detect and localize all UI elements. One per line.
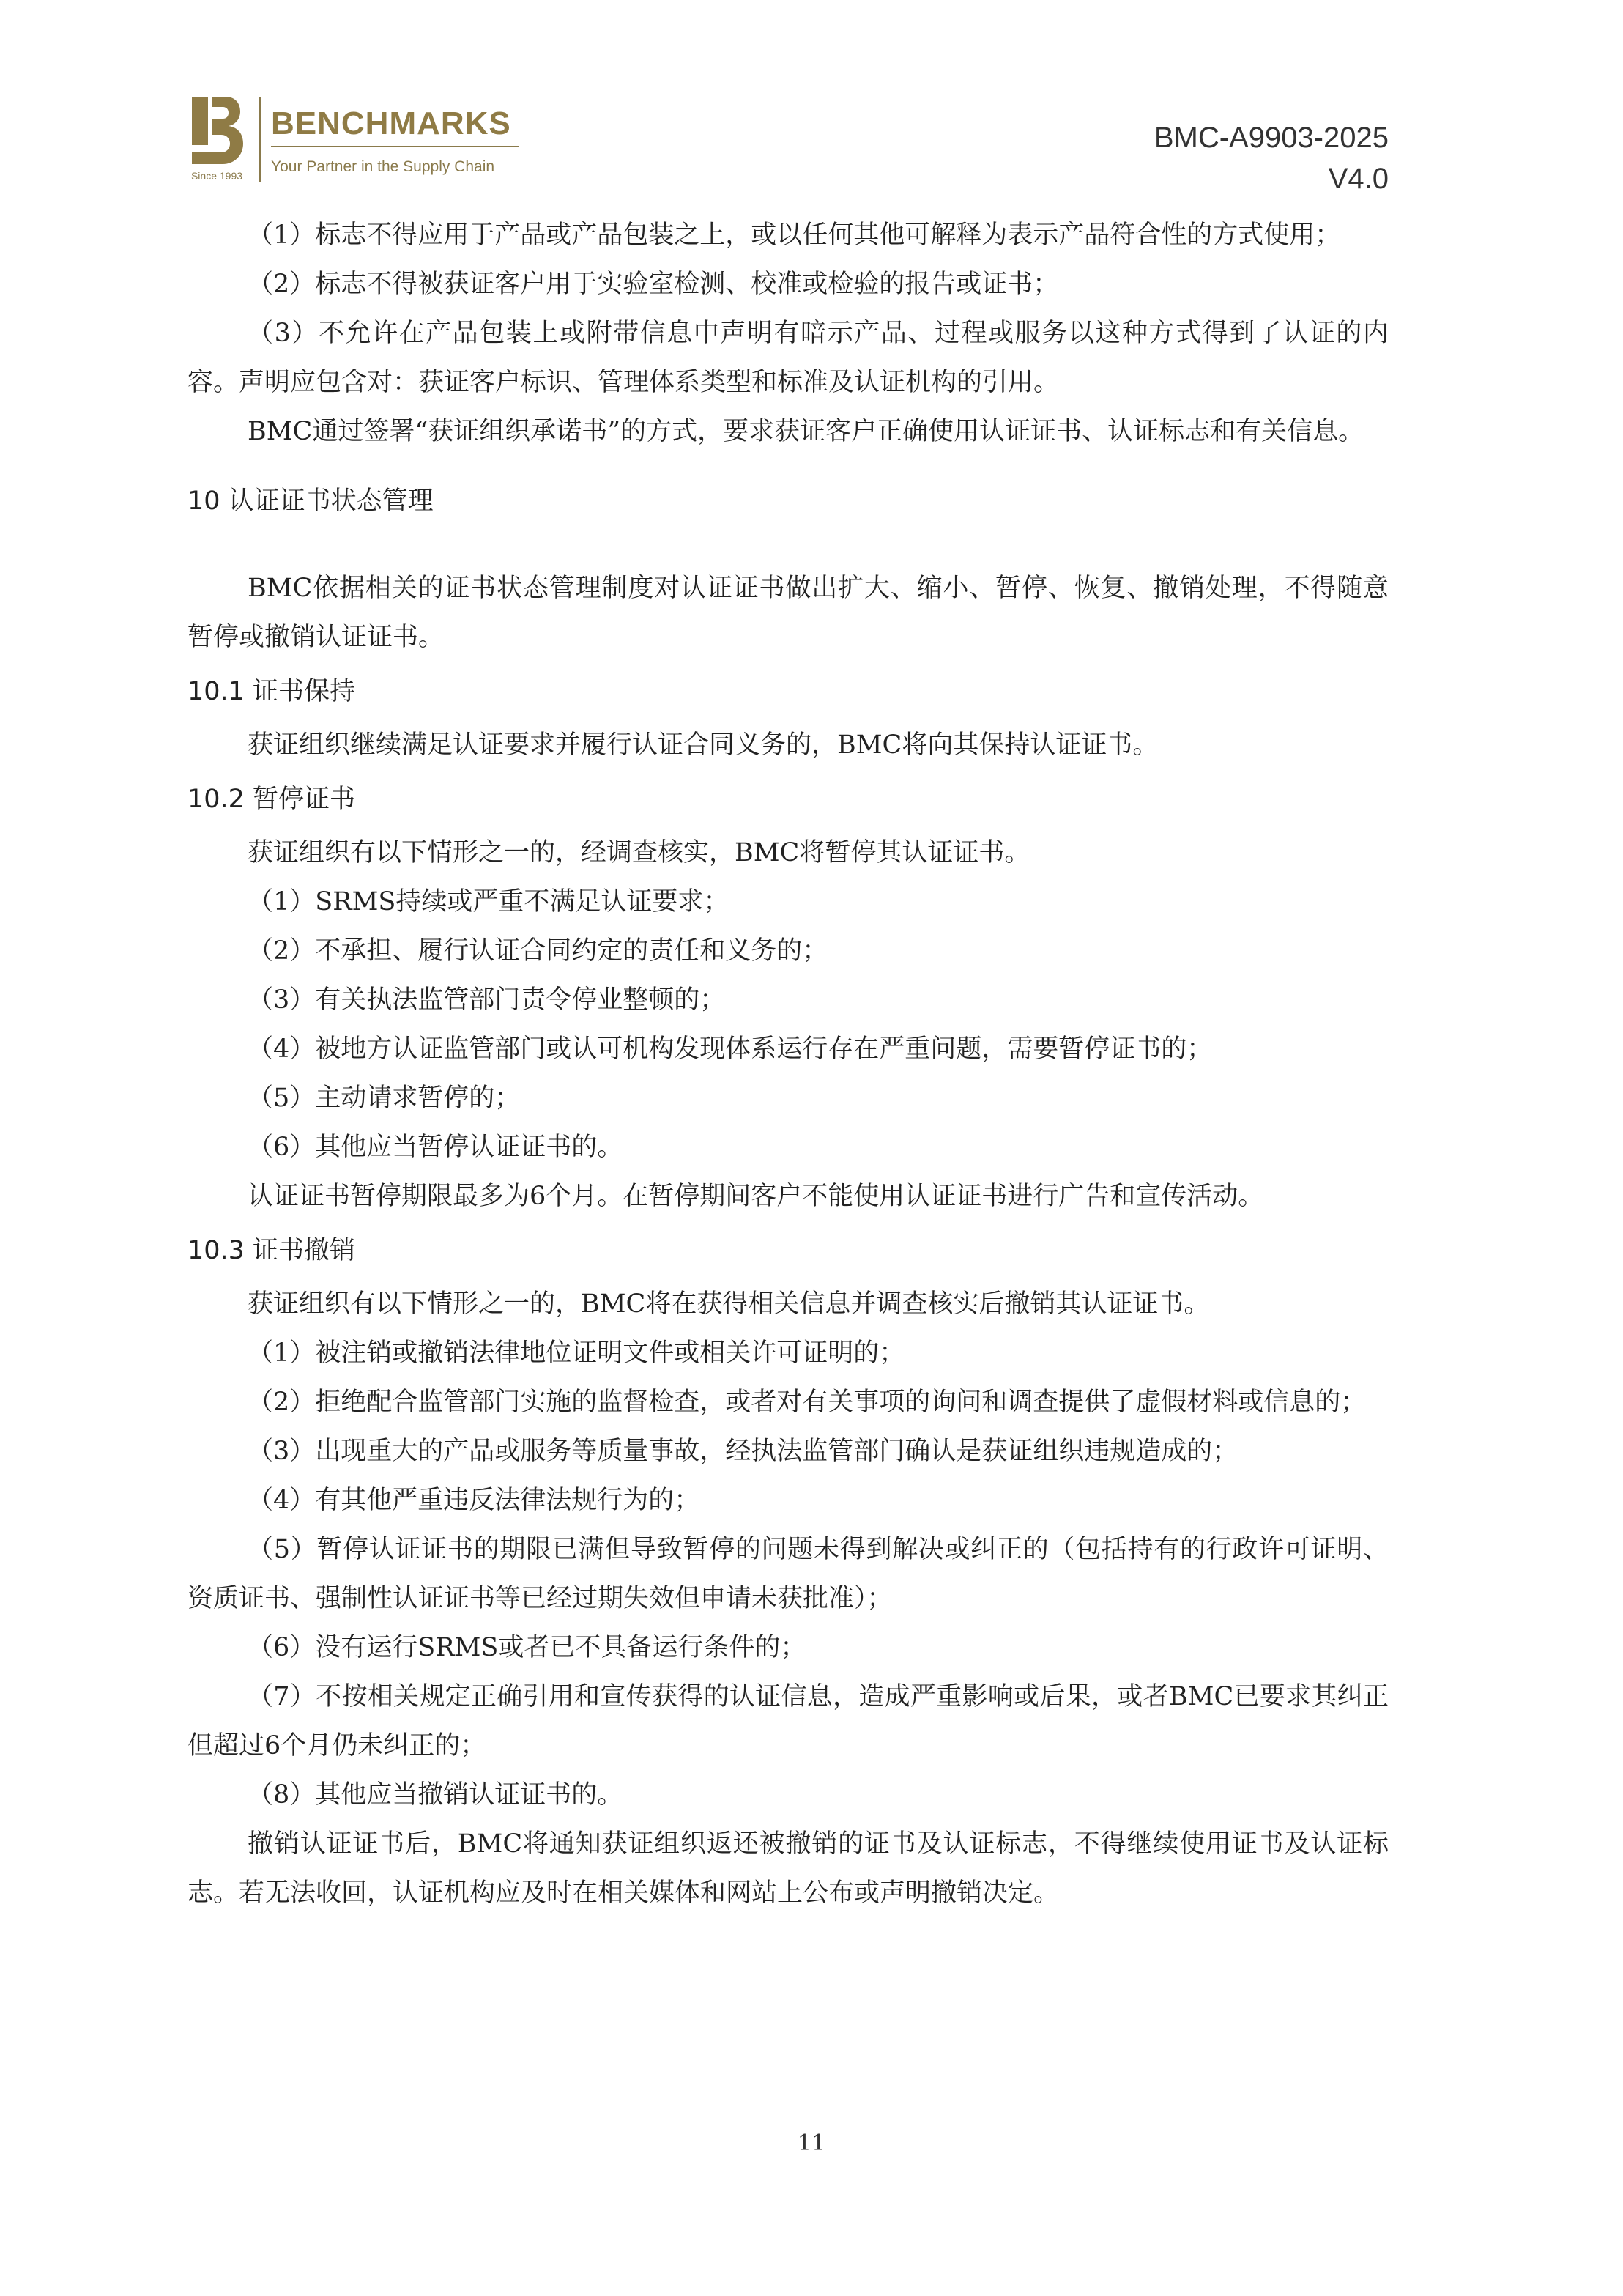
paragraph: （1）标志不得应用于产品或产品包装之上，或以任何其他可解释为表示产品符合性的方式使用； [248, 221, 1341, 250]
list-item: （6）其他应当暂停认证证书的。 [248, 1133, 623, 1162]
list-item: （2）不承担、履行认证合同约定的责任和义务的； [248, 936, 828, 966]
list-item: （4）被地方认证监管部门或认可机构发现体系运行存在严重问题，需要暂停证书的； [248, 1034, 1213, 1064]
list-item: （1）被注销或撤销法律地位证明文件或相关许可证明的； [248, 1338, 905, 1368]
section-heading-10-1: 10.1 证书保持 [187, 677, 356, 706]
benchmarks-logo-mark-icon [187, 94, 246, 167]
brand-tagline: Your Partner in the Supply Chain [271, 158, 495, 175]
paragraph: （3）不允许在产品包装上或附带信息中声明有暗示产品、过程或服务以这种方式得到了认证的内容。声明应包含对：获证客户标识、管理体系类型和标准及认证机构的引用。 [187, 319, 1389, 397]
section-heading-10: 10 认证证书状态管理 [187, 486, 434, 516]
paragraph: BMC通过签署“获证组织承诺书”的方式，要求获证客户正确使用认证证书、认证标志和有关信息。 [248, 417, 1364, 446]
paragraph: （2）标志不得被获证客户用于实验室检测、校准或检验的报告或证书； [248, 270, 1059, 299]
document-code: BMC-A9903-2025 [1154, 122, 1389, 154]
list-item: （1）SRMS持续或严重不满足认证要求； [248, 887, 729, 916]
paragraph: 获证组织继续满足认证要求并履行认证合同义务的，BMC将向其保持认证证书。 [248, 730, 1159, 760]
list-item: （3）出现重大的产品或服务等质量事故，经执法监管部门确认是获证组织违规造成的； [248, 1437, 1238, 1466]
paragraph: 撤销认证证书后，BMC将通知获证组织返还被撤销的证书及认证标志，不得继续使用证书及认证标志。若无法收回，认证机构应及时在相关媒体和网站上公布或声明撤销决定。 [187, 1829, 1389, 1908]
document-version: V4.0 [1328, 163, 1389, 195]
list-item: （5）暂停认证证书的期限已满但导致暂停的问题未得到解决或纠正的（包括持有的行政许可证明、资质证书、强制性认证证书等已经过期失效但申请未获批准）； [187, 1535, 1389, 1613]
list-item: （4）有其他严重违反法律法规行为的； [248, 1486, 700, 1515]
logo-divider [259, 97, 261, 182]
paragraph: BMC依据相关的证书状态管理制度对认证证书做出扩大、缩小、暂停、恢复、撤销处理，不得随意暂停或撤销认证证书。 [187, 574, 1389, 652]
list-item: （8）其他应当撤销认证证书的。 [248, 1780, 623, 1810]
since-year: Since 1993 [190, 170, 243, 182]
page-content [187, 211, 1389, 1918]
section-heading-10-3: 10.3 证书撤销 [187, 1236, 356, 1265]
benchmarks-logo [187, 94, 524, 189]
list-item: （6）没有运行SRMS或者已不具备运行条件的； [248, 1633, 806, 1662]
list-item: （2）拒绝配合监管部门实施的监督检查，或者对有关事项的询问和调查提供了虚假材料或信息的； [248, 1388, 1367, 1417]
brand-underline [271, 146, 519, 147]
page-number: 11 [797, 2130, 826, 2156]
page-header [187, 86, 1389, 211]
paragraph: 获证组织有以下情形之一的，BMC将在获得相关信息并调查核实后撤销其认证证书。 [248, 1289, 1210, 1319]
list-item: （5）主动请求暂停的； [248, 1084, 521, 1113]
list-item: （3）有关执法监管部门责令停业整顿的； [248, 985, 726, 1015]
paragraph: 获证组织有以下情形之一的，经调查核实，BMC将暂停其认证证书。 [248, 838, 1030, 867]
section-heading-10-2: 10.2 暂停证书 [187, 785, 356, 814]
list-item: （7）不按相关规定正确引用和宣传获得的认证信息，造成严重影响或后果，或者BMC已要求其纠正但超过6个月仍未纠正的； [187, 1682, 1389, 1760]
paragraph: 认证证书暂停期限最多为6个月。在暂停期间客户不能使用认证证书进行广告和宣传活动。 [248, 1182, 1264, 1211]
brand-name: BENCHMARKS [271, 105, 511, 141]
